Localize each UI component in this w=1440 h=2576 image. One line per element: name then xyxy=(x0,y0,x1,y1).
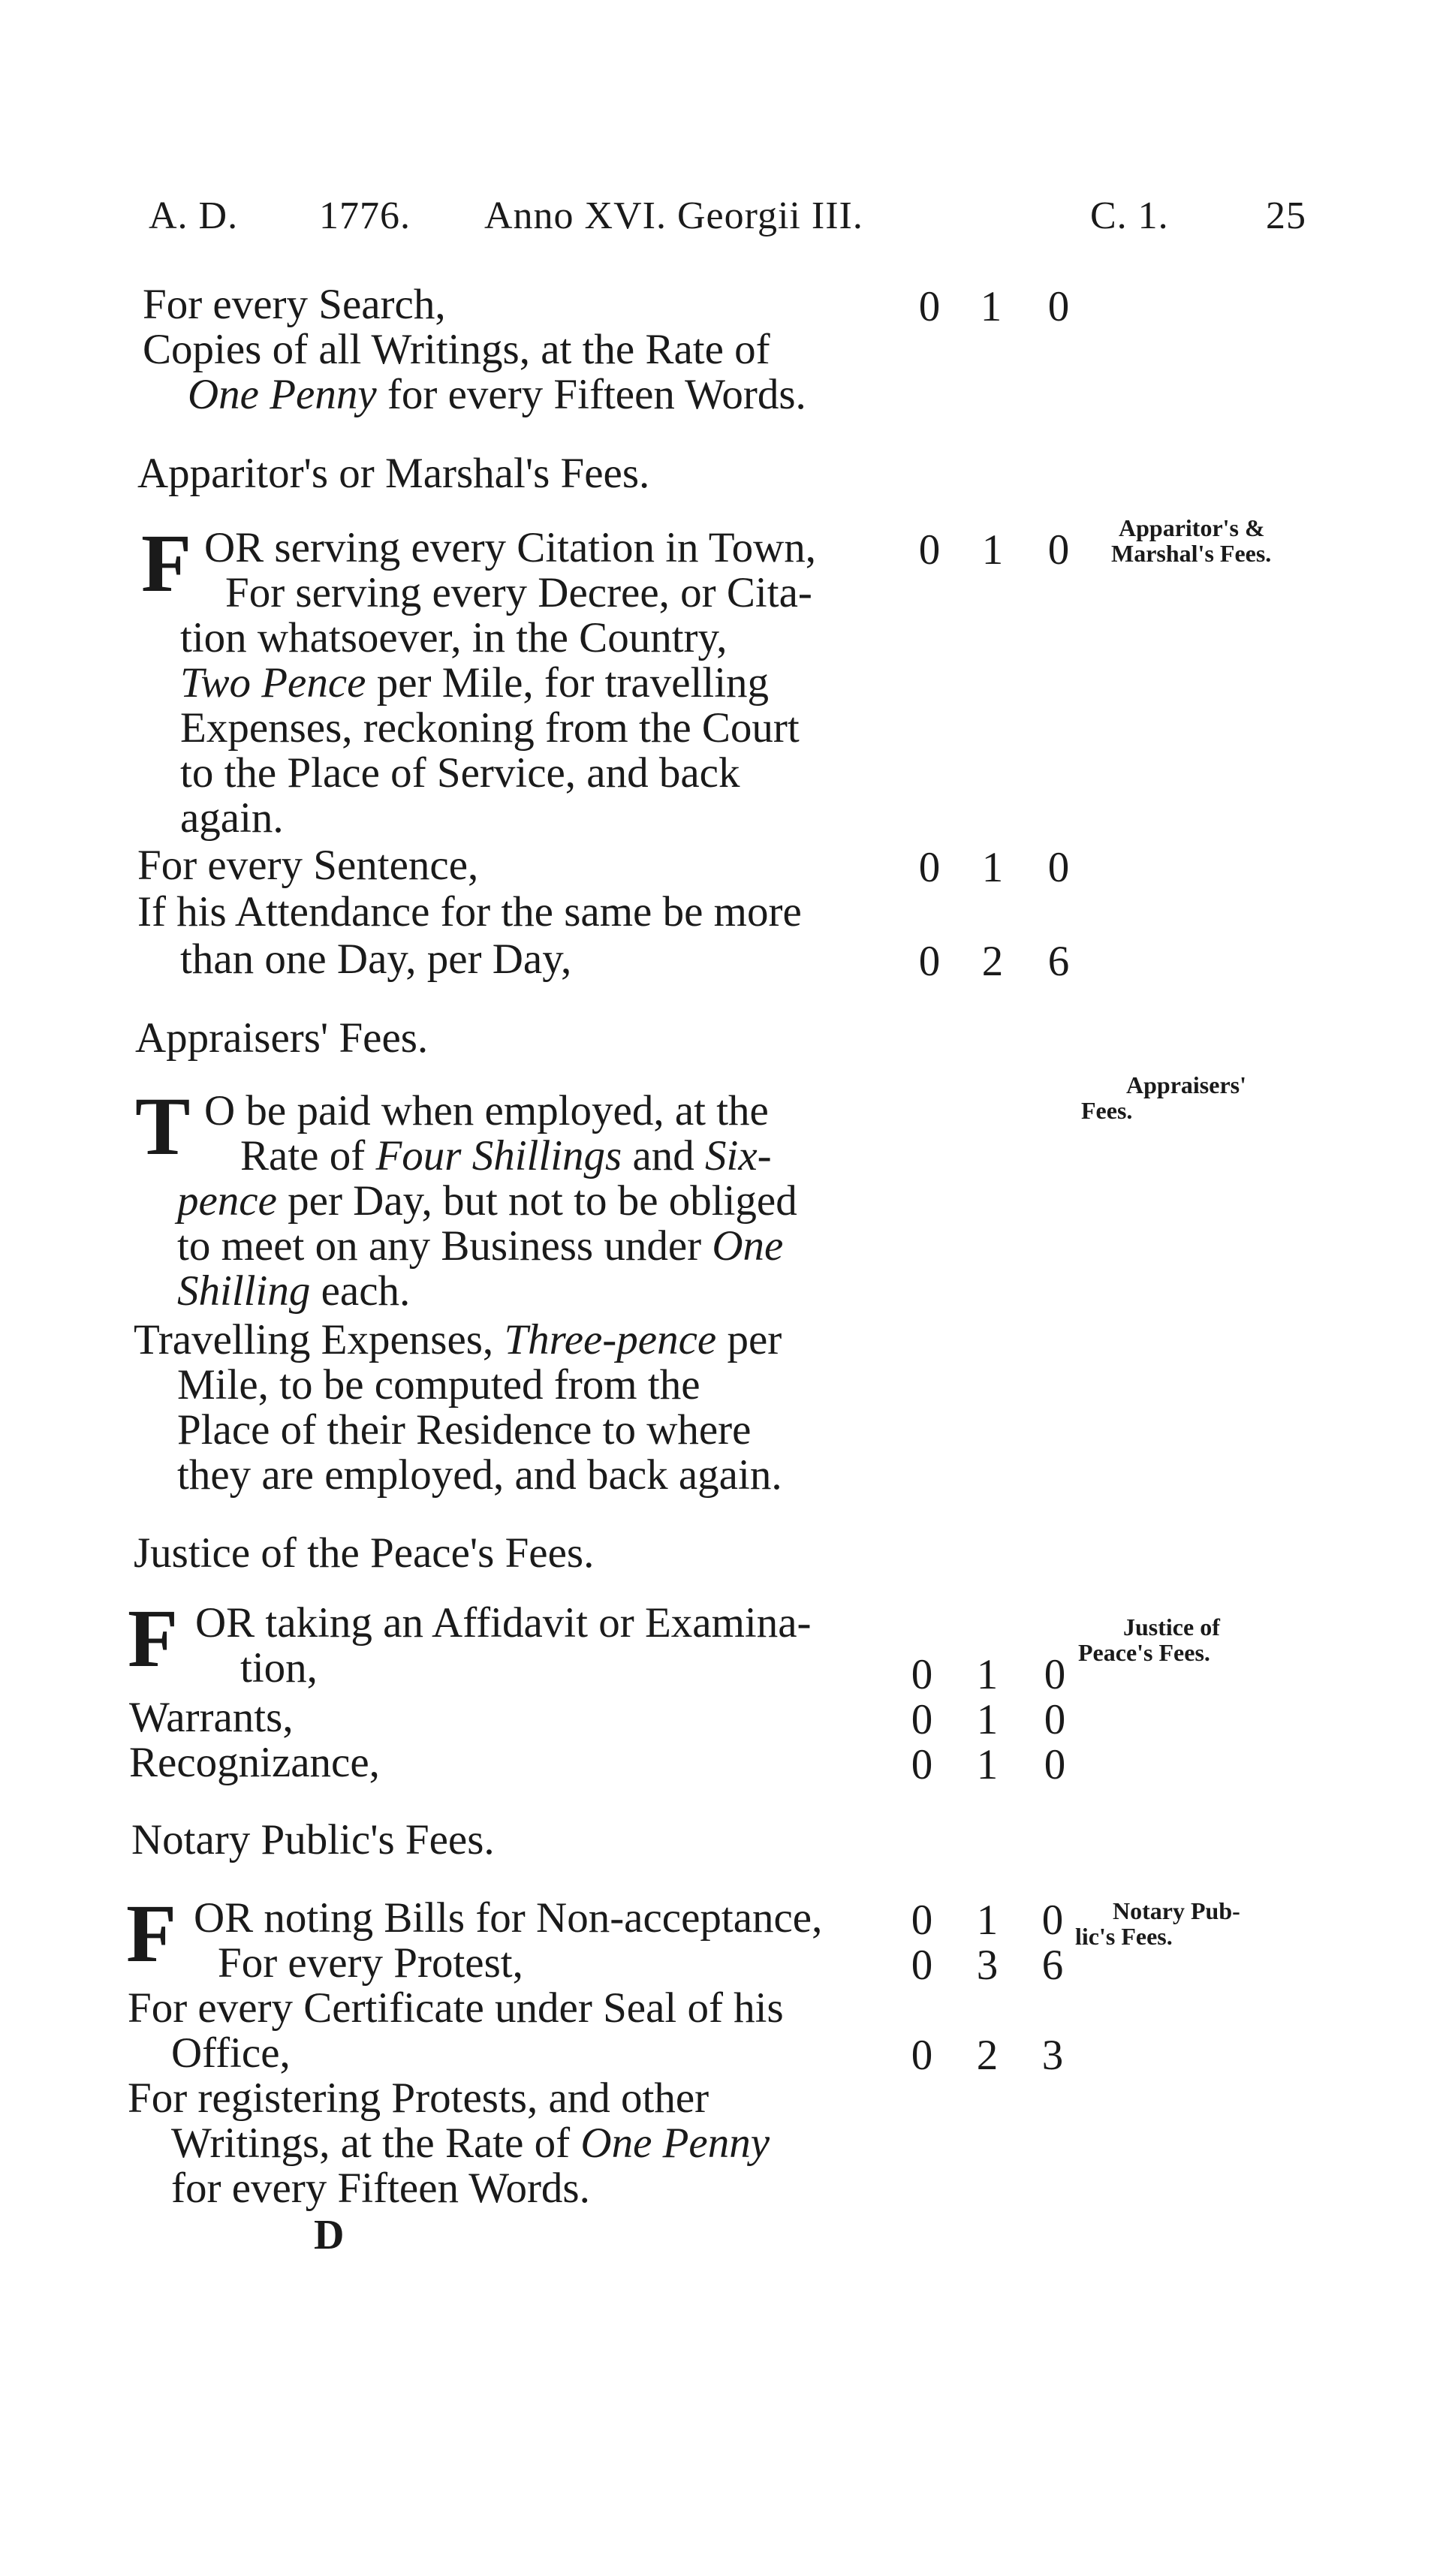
apparitor-line-6: to the Place of Service, and back xyxy=(180,749,740,797)
amount-pence: 3 xyxy=(1041,2032,1064,2079)
amount-pounds: 0 xyxy=(911,1651,933,1698)
amount-pence: 6 xyxy=(1041,1942,1064,1989)
apparitor-line-1: OR serving every Citation in Town, xyxy=(204,524,817,571)
amount-pence: 0 xyxy=(1047,283,1070,330)
attendance-line-2: than one Day, per Day, xyxy=(180,935,572,983)
amount-pounds: 0 xyxy=(911,1942,933,1989)
registering-line-3: for every Fifteen Words. xyxy=(171,2165,590,2212)
amount-shillings: 1 xyxy=(980,283,1002,330)
attendance-line-1: If his Attendance for the same be more xyxy=(137,888,802,935)
registering-line-2: Writings, at the Rate of One Penny xyxy=(171,2120,770,2167)
notary-line-1: OR noting Bills for Non-acceptance, xyxy=(194,1894,823,1942)
justice-line-2: tion, xyxy=(240,1644,318,1692)
apparitor-line-2: For serving every Decree, or Cita- xyxy=(225,569,812,616)
apparitor-line-5: Expenses, reckoning from the Court xyxy=(180,704,800,752)
amount-pounds: 0 xyxy=(918,844,941,891)
amount-shillings: 1 xyxy=(976,1651,999,1698)
appraisers-line-2: Rate of Four Shillings and Six- xyxy=(240,1132,772,1180)
warrants-line: Warrants, xyxy=(129,1694,294,1741)
apparitor-line-3: tion whatsoever, in the Country, xyxy=(180,614,728,661)
registering-line-1: For registering Protests, and other xyxy=(128,2074,709,2122)
amount-pence: 6 xyxy=(1047,938,1070,985)
travelling-line-1: Travelling Expenses, Three-pence per xyxy=(134,1316,782,1363)
drop-cap: T xyxy=(135,1080,191,1172)
amount-pence: 0 xyxy=(1041,1897,1064,1944)
margin-note-notary: Notary Pub- lic's Fees. xyxy=(1075,1897,1240,1950)
appraisers-line-3: pence per Day, but not to be obliged xyxy=(177,1177,797,1225)
signature-mark: D xyxy=(314,2212,345,2258)
margin-note-appraisers: Appraisers' Fees. xyxy=(1081,1071,1246,1124)
copies-line-1: Copies of all Writings, at the Rate of xyxy=(143,326,770,373)
appraisers-line-1: O be paid when employed, at the xyxy=(204,1087,769,1134)
header-anno: Anno XVI. Georgii III. xyxy=(484,194,863,237)
header-year: 1776. xyxy=(319,194,411,237)
amount-pounds: 0 xyxy=(918,526,941,574)
amount-shillings: 1 xyxy=(981,526,1004,574)
amount-pence: 0 xyxy=(1047,526,1070,574)
justice-line-1: OR taking an Affidavit or Examina- xyxy=(195,1599,812,1647)
appraisers-line-4: to meet on any Business under One xyxy=(177,1222,784,1270)
sentence-line: For every Sentence, xyxy=(137,842,479,889)
amount-pounds: 0 xyxy=(911,2032,933,2079)
section-heading-notary: Notary Public's Fees. xyxy=(131,1816,495,1863)
amount-pence: 0 xyxy=(1044,1741,1066,1788)
recognizance-line: Recognizance, xyxy=(129,1739,380,1786)
travelling-line-2: Mile, to be computed from the xyxy=(177,1361,700,1409)
amount-pounds: 0 xyxy=(918,938,941,985)
margin-note-apparitor: Apparitor's & Marshal's Fees. xyxy=(1111,514,1272,567)
appraisers-line-5: Shilling each. xyxy=(177,1267,411,1315)
header-chapter: C. 1. xyxy=(1090,194,1169,237)
search-line: For every Search, xyxy=(143,281,446,328)
drop-cap: F xyxy=(126,1888,177,1979)
apparitor-line-7: again. xyxy=(180,794,284,842)
drop-cap: F xyxy=(128,1592,179,1684)
amount-shillings: 3 xyxy=(976,1942,999,1989)
amount-pence: 0 xyxy=(1047,844,1070,891)
copies-line-2: One Penny for every Fifteen Words. xyxy=(188,371,806,418)
amount-shillings: 1 xyxy=(981,844,1004,891)
apparitor-line-4: Two Pence per Mile, for travelling xyxy=(180,659,770,707)
header-ad: A. D. xyxy=(149,194,239,237)
amount-pounds: 0 xyxy=(911,1741,933,1788)
amount-shillings: 1 xyxy=(976,1696,999,1743)
amount-pence: 0 xyxy=(1044,1696,1066,1743)
amount-shillings: 1 xyxy=(976,1741,999,1788)
page-number: 25 xyxy=(1266,194,1306,237)
protest-line: For every Protest, xyxy=(218,1939,523,1987)
margin-note-justice: Justice of Peace's Fees. xyxy=(1078,1613,1220,1666)
amount-shillings: 2 xyxy=(976,2032,999,2079)
section-heading-appraisers: Appraisers' Fees. xyxy=(135,1014,429,1062)
travelling-line-4: they are employed, and back again. xyxy=(177,1451,782,1499)
drop-cap: F xyxy=(141,517,192,609)
amount-pounds: 0 xyxy=(911,1897,933,1944)
amount-pounds: 0 xyxy=(911,1696,933,1743)
section-heading-apparitor: Apparitor's or Marshal's Fees. xyxy=(137,450,650,497)
certificate-line-1: For every Certificate under Seal of his xyxy=(128,1984,784,2032)
amount-shillings: 1 xyxy=(976,1897,999,1944)
amount-pence: 0 xyxy=(1044,1651,1066,1698)
certificate-line-2: Office, xyxy=(171,2029,291,2077)
amount-shillings: 2 xyxy=(981,938,1004,985)
travelling-line-3: Place of their Residence to where xyxy=(177,1406,752,1454)
amount-pounds: 0 xyxy=(918,283,941,330)
section-heading-justice: Justice of the Peace's Fees. xyxy=(134,1529,595,1577)
